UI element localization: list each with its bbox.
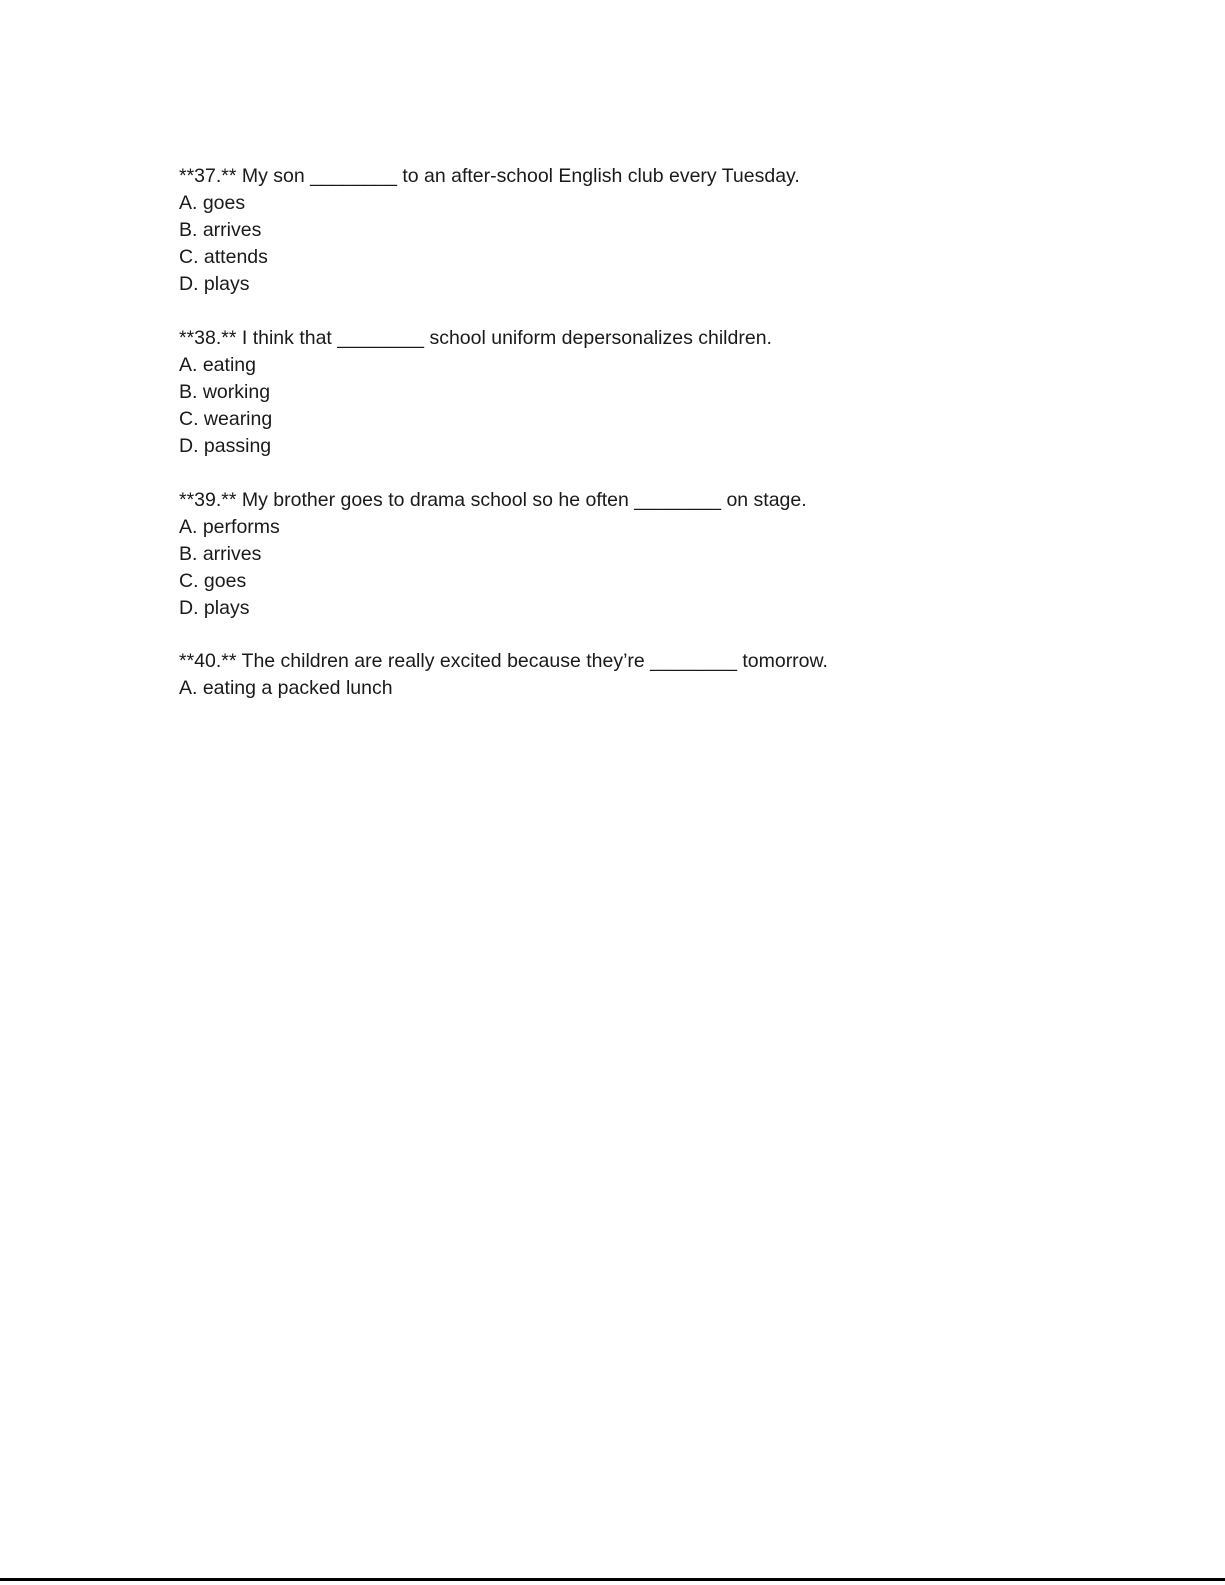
- question-text: **38.** I think that ________ school uniform depersonalizes children.: [179, 327, 772, 349]
- option-b: B. arrives: [179, 543, 262, 565]
- option-d: D. plays: [179, 597, 250, 619]
- option-c: C. goes: [179, 570, 247, 592]
- option-d: D. passing: [179, 435, 272, 457]
- option-c: C. wearing: [179, 408, 273, 430]
- option-d: D. plays: [179, 273, 250, 295]
- option-b: B. working: [179, 381, 271, 403]
- question-39: [179, 487, 1079, 622]
- option-c: C. attends: [179, 246, 268, 268]
- option-b: B. arrives: [179, 219, 262, 241]
- question-37: [179, 163, 1079, 298]
- question-text: **40.** The children are really excited because they’re ________ tomorrow.: [179, 650, 828, 672]
- page-bottom-divider: [0, 1578, 1225, 1581]
- option-a: A. goes: [179, 192, 246, 214]
- question-text: **37.** My son ________ to an after-school English club every Tuesday.: [179, 165, 800, 187]
- question-40: [179, 648, 1079, 702]
- question-38: [179, 325, 1079, 460]
- option-a: A. eating a packed lunch: [179, 677, 393, 699]
- question-text: **39.** My brother goes to drama school so he often ________ on stage.: [179, 489, 807, 511]
- option-a: A. performs: [179, 516, 280, 538]
- option-a: A. eating: [179, 354, 256, 376]
